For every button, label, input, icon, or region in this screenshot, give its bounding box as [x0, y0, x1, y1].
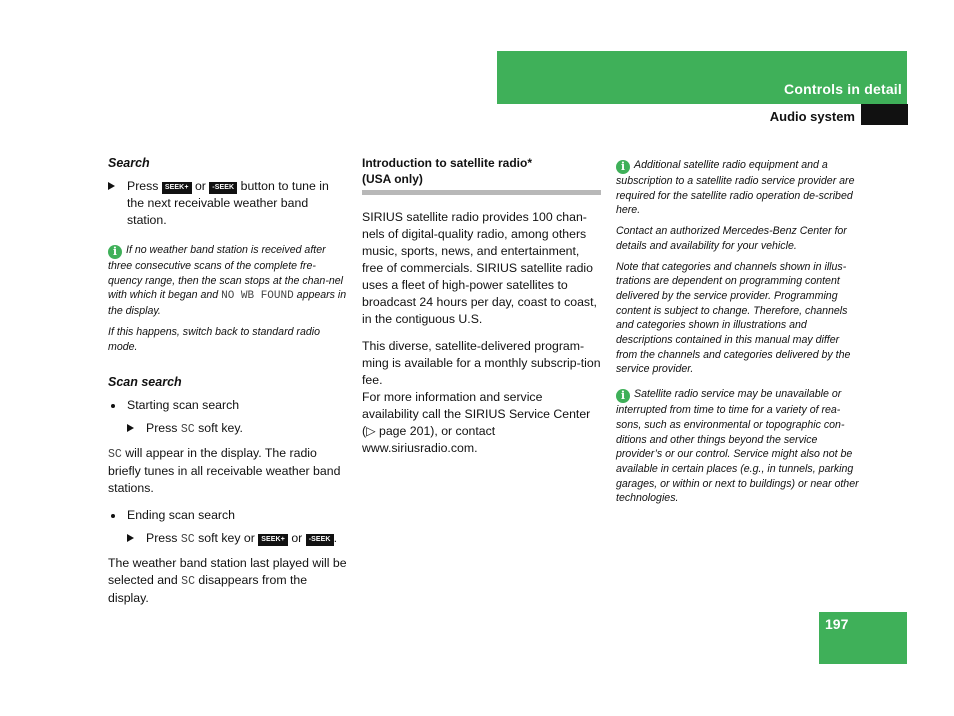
- bullet-starting-scan: Starting scan search: [108, 397, 348, 414]
- search-heading: Search: [108, 156, 150, 170]
- page-number: 197: [825, 616, 849, 632]
- display-message: NO WB FOUND: [221, 290, 294, 303]
- info-icon: i: [616, 389, 630, 403]
- bullet-dot-icon: [111, 514, 115, 518]
- categories-note: Note that categories and channels shown in illus-trations are dependent on programming content delivered by the service provider. Programming content is subject to change. Therefore, channels and categories shown in illustrations and descriptions contained in this manual may differ from the channels and categories delivered by the service provider.: [616, 260, 851, 376]
- start-scan-result: SC will appear in the display. The radio briefly tunes in all receivable weather band stations.: [108, 446, 341, 496]
- service-availability-note: i Satellite radio service may be unavailable or interrupted from time to time for a variety of rea-sons, such as environmental or topographic con-ditions and other things beyond the service provider’s or our control. Service might also not be available in certain places (e.g., in tunnels, parking garages, or within or next to buildings) or near other technologies.: [616, 388, 859, 505]
- sc-softkey-code: SC: [180, 423, 195, 437]
- subsection-title: Audio system: [769, 109, 855, 124]
- column-middle: [362, 155, 602, 464]
- contact-paragraph: For more information and service availability call the SIRIUS Service Center (▷ page 201), or contact www.siriusradio.com.: [362, 390, 591, 455]
- contact-center-note: Contact an authorized Mercedes-Benz Center for details and availability for your vehicle.: [616, 225, 847, 252]
- seek-down-key: -SEEK: [306, 534, 334, 546]
- satellite-radio-title: Introduction to satellite radio*: [362, 156, 533, 170]
- column-left: [108, 155, 348, 614]
- section-title: Controls in detail: [784, 81, 902, 97]
- seek-up-key: SEEK+: [258, 534, 288, 546]
- column-right: [616, 158, 860, 512]
- switch-mode-note: If this happens, switch back to standard radio mode.: [108, 325, 320, 353]
- search-step: Press SEEK+ or -SEEK button to tune in the next receivable weather band station.: [108, 178, 348, 229]
- step-arrow-icon: [127, 424, 134, 432]
- section-divider: [362, 190, 601, 195]
- subscription-paragraph: This diverse, satellite-delivered program-ming is available for a monthly subscrip-tion fee.: [362, 339, 601, 387]
- intro-paragraph: SIRIUS satellite radio provides 100 chan-nels of digital-quality radio, among others music, sports, news, and entertainment, free of commercials. SIRIUS satellite radio uses a fleet of high-power satellites to broadcast 24 hours per day, coast to coast, in the contiguous U.S.: [362, 210, 597, 326]
- seek-up-key: SEEK+: [162, 182, 192, 194]
- scan-search-heading: Scan search: [108, 375, 182, 390]
- end-scan-result: The weather band station last played will be selected and SC disappears from the display.: [108, 556, 347, 606]
- bullet-ending-scan: Ending scan search: [108, 507, 348, 524]
- end-scan-step: Press SC soft key or SEEK+ or -SEEK .: [127, 530, 348, 548]
- seek-down-key: -SEEK: [209, 182, 237, 194]
- equipment-note: i Additional satellite radio equipment and a subscription to a satellite radio service provider are required for the satellite radio operation de-scribed here.: [616, 159, 855, 217]
- step-arrow-icon: [127, 534, 134, 542]
- page-ref-arrow-icon: ▷: [366, 424, 376, 438]
- info-icon: i: [108, 245, 122, 259]
- satellite-radio-subtitle: (USA only): [362, 172, 423, 186]
- header-tab-marker: [861, 104, 908, 125]
- bullet-dot-icon: [111, 404, 115, 408]
- start-scan-step: Press SC soft key.: [127, 420, 348, 438]
- info-icon: i: [616, 160, 630, 174]
- no-station-note: i If no weather band station is received after three consecutive scans of the complete fre-quency range, then the scan stops at the chan-nel with which it began and NO WB FOUND appears in the display.: [108, 244, 347, 318]
- step-arrow-icon: [108, 182, 115, 190]
